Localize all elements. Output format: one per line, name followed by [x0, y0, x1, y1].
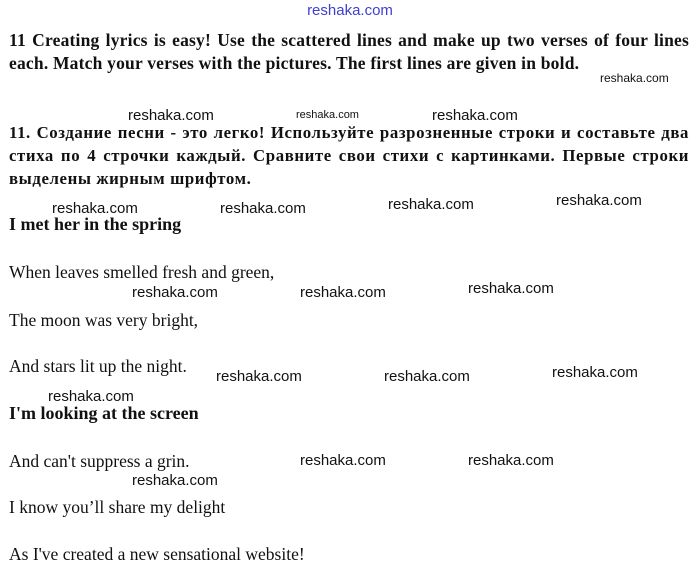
watermark: reshaka.com [600, 71, 669, 85]
task-instruction-english: 11 Creating lyrics is easy! Use the scattered lines and make up two verses of four lines each. Match your verses with the pictures. The first lines are given in bold. [9, 30, 689, 73]
watermark: reshaka.com [384, 368, 470, 385]
watermark: reshaka.com [388, 196, 474, 213]
verse1-line-4: And stars lit up the night. [9, 356, 187, 376]
verse1-first-line: I met her in the spring [9, 214, 182, 234]
watermark: reshaka.com [128, 107, 214, 124]
task-instruction-russian: 11. Создание песни - это легко! Используйте разрозненные строки и составьте два стиха по 4 строчки каждый. Сравните свои стихи с картинками. Первые строки выделены жирным шрифтом. [9, 123, 689, 188]
watermark: reshaka.com [296, 109, 359, 121]
watermark: reshaka.com [300, 452, 386, 469]
verse2-first-line: I'm looking at the screen [9, 403, 199, 423]
site-header-watermark[interactable]: reshaka.com [307, 2, 393, 19]
watermark: reshaka.com [48, 388, 134, 405]
watermark: reshaka.com [468, 280, 554, 297]
verse2-line-2: And can't suppress a grin. [9, 451, 190, 471]
watermark: reshaka.com [52, 200, 138, 217]
watermark: reshaka.com [432, 107, 518, 124]
verse2-line-3: I know you’ll share my delight [9, 497, 226, 517]
watermark: reshaka.com [468, 452, 554, 469]
watermark: reshaka.com [220, 200, 306, 217]
verse1-line-2: When leaves smelled fresh and green, [9, 262, 275, 282]
verse2-line-4: As I've created a new sensational website! [9, 544, 305, 564]
watermark: reshaka.com [300, 284, 386, 301]
watermark: reshaka.com [216, 368, 302, 385]
watermark: reshaka.com [132, 284, 218, 301]
watermark: reshaka.com [556, 192, 642, 209]
watermark: reshaka.com [132, 472, 218, 489]
watermark: reshaka.com [552, 364, 638, 381]
verse1-line-3: The moon was very bright, [9, 310, 199, 330]
